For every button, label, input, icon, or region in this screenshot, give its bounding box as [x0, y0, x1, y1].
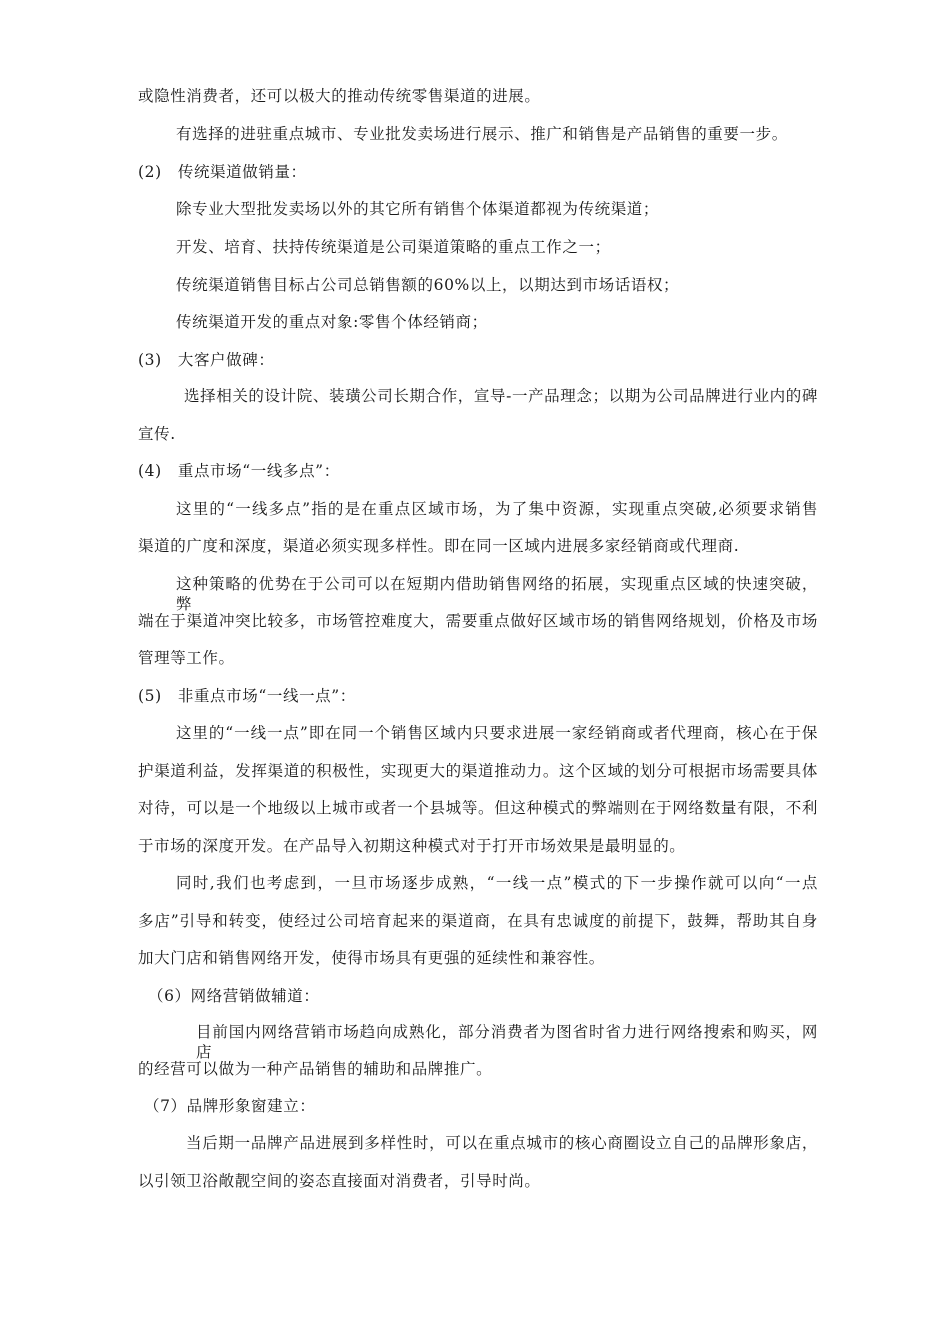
section-heading: (2) 传统渠道做销量： — [138, 163, 307, 181]
text-line: 端在于渠道冲突比较多，市场管控难度大，需要重点做好区域市场的销售网络规划，价格及市场 — [138, 612, 818, 630]
text-line: 同时,我们也考虑到，一旦市场逐步成熟，“一线一点”模式的下一步操作就可以向“一点 — [176, 874, 818, 892]
text-line: 这里的“一线多点”指的是在重点区域市场，为了集中资源，实现重点突破,必须要求销售 — [176, 500, 818, 518]
text-line: 宣传. — [138, 425, 176, 443]
text-line: 多店”引导和转变，使经过公司培育起来的渠道商，在具有忠诚度的前提下，鼓舞，帮助其自身 — [138, 912, 818, 930]
text-line: 目前国内网络营销市场趋向成熟化，部分消费者为图省时省力进行网络搜索和购买，网店 — [196, 1023, 818, 1061]
text-line: 选择相关的设计院、装璜公司长期合作，宣导-一产品理念；以期为公司品牌进行业内的碑 — [184, 387, 818, 405]
text-line: 传统渠道开发的重点对象:零售个体经销商； — [176, 313, 488, 331]
text-line: 除专业大型批发卖场以外的其它所有销售个体渠道都视为传统渠道； — [176, 200, 660, 218]
section-heading: (4) 重点市场“一线多点”： — [138, 462, 340, 480]
section-heading: (5) 非重点市场“一线一点”： — [138, 687, 356, 705]
text-line: 护渠道利益，发挥渠道的积极性，实现更大的渠道推动力。这个区域的划分可根据市场需要具体 — [138, 762, 818, 780]
text-line: 当后期一品牌产品进展到多样性时，可以在重点城市的核心商圈设立自己的品牌形象店， — [186, 1134, 818, 1152]
text-line: 于市场的深度开发。在产品导入初期这种模式对于打开市场效果是最明显的。 — [138, 837, 686, 855]
text-line: 管理等工作。 — [138, 649, 235, 667]
text-line: 开发、培育、扶持传统渠道是公司渠道策略的重点工作之一； — [176, 238, 611, 256]
section-heading: (3) 大客户做碑： — [138, 351, 275, 369]
text-line: 渠道的广度和深度，渠道必须实现多样性。即在同一区域内进展多家经销商或代理商. — [138, 537, 740, 555]
text-line: 这里的“一线一点”即在同一个销售区域内只要求进展一家经销商或者代理商，核心在于保 — [176, 724, 818, 742]
text-line: 有选择的进驻重点城市、专业批发卖场进行展示、推广和销售是产品销售的重要一步。 — [176, 125, 788, 143]
text-line: 或隐性消费者，还可以极大的推动传统零售渠道的进展。 — [138, 87, 541, 105]
text-line: 对待，可以是一个地级以上城市或者一个县城等。但这种模式的弊端则在于网络数量有限，不利 — [138, 799, 818, 817]
text-line: 的经营可以做为一种产品销售的辅助和品牌推广。 — [138, 1060, 493, 1078]
text-line: 加大门店和销售网络开发，使得市场具有更强的延续性和兼容性。 — [138, 949, 605, 967]
section-heading: （6）网络营销做辅道： — [148, 987, 320, 1005]
text-line: 传统渠道销售目标占公司总销售额的60%以上，以期达到市场话语权； — [176, 276, 680, 294]
text-line: 这种策略的优势在于公司可以在短期内借助销售网络的拓展，实现重点区域的快速突破，弊 — [176, 575, 818, 613]
section-heading: （7）品牌形象窗建立： — [144, 1097, 316, 1115]
text-line: 以引领卫浴敞靓空间的姿态直接面对消费者，引导时尚。 — [138, 1172, 541, 1190]
